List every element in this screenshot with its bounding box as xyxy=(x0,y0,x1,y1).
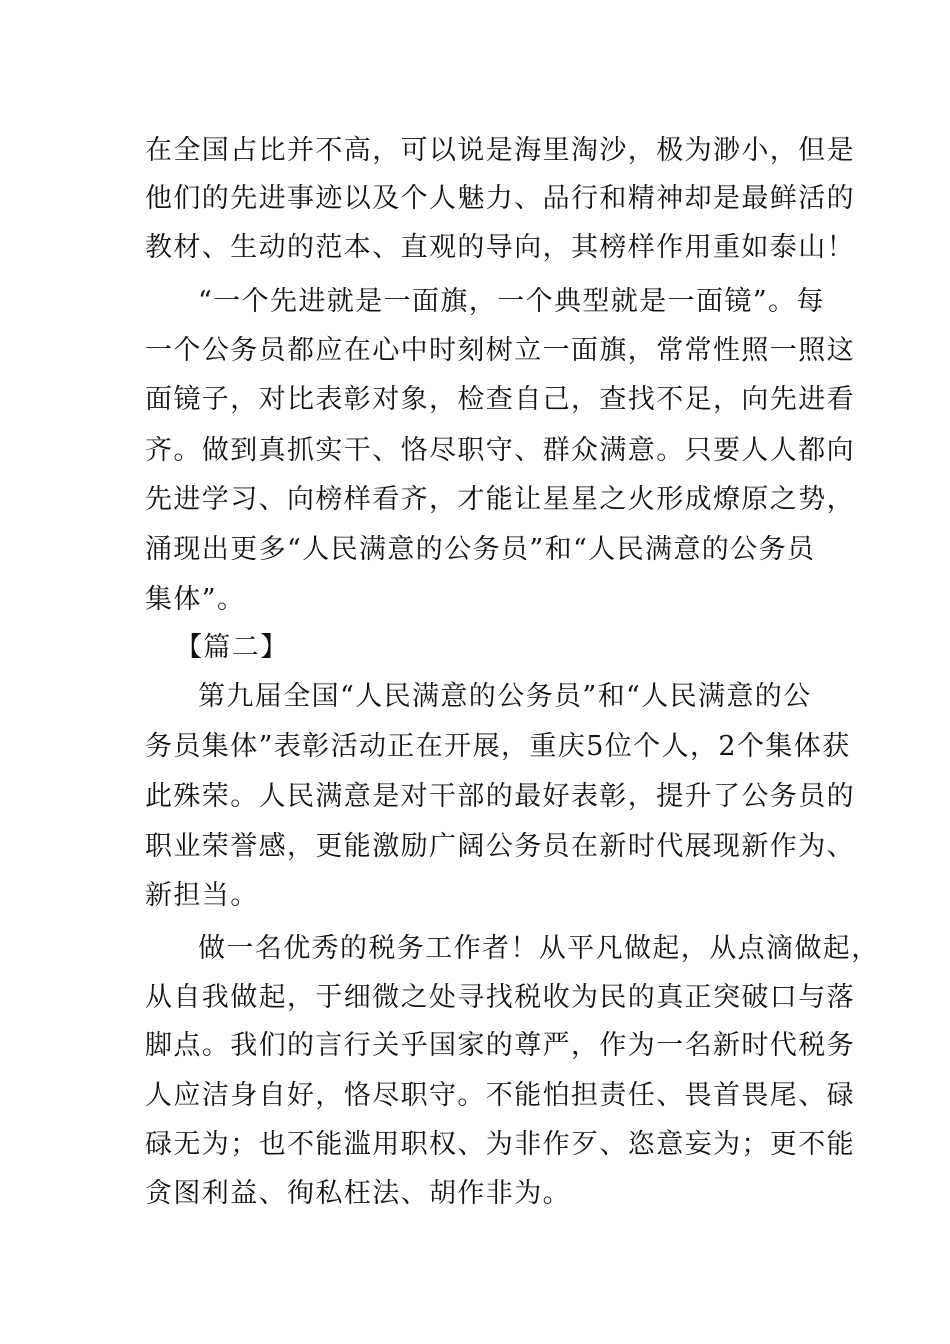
text-line: 集体”。 xyxy=(145,584,246,615)
text-line: 教材、生动的范本、直观的导向，其榜样作用重如泰山！ xyxy=(145,232,855,263)
text-line: 在全国占比并不高，可以说是海里淘沙，极为渺小，但是 xyxy=(145,135,855,166)
text-line: 贪图利益、徇私枉法、胡作非为。 xyxy=(145,1178,571,1209)
text-line: 齐。做到真抓实干、恪尽职守、群众满意。只要人人都向 xyxy=(145,435,855,466)
text-line: 碌无为；也不能滥用职权、为非作歹、恣意妄为；更不能 xyxy=(145,1129,855,1160)
text-line: 人应洁身自好，恪尽职守。不能怕担责任、畏首畏尾、碌 xyxy=(145,1080,855,1111)
text-line: 新担当。 xyxy=(145,880,259,911)
text-line: 此殊荣。人民满意是对干部的最好表彰，提升了公务员的 xyxy=(145,781,855,812)
paragraph-start-line: 做一名优秀的税务工作者！从平凡做起，从点滴做起， xyxy=(198,933,880,964)
paragraph-start-line: 第九届全国“人民满意的公务员”和“人民满意的公 xyxy=(198,681,812,712)
text-line: 涌现出更多“人民满意的公务员”和“人民满意的公务员 xyxy=(145,534,816,565)
text-line: 面镜子，对比表彰对象，检查自己，查找不足，向先进看 xyxy=(145,384,855,415)
paragraph-start-line: “一个先进就是一面旗，一个典型就是一面镜”。每 xyxy=(198,286,825,317)
section-heading: 【篇二】 xyxy=(175,632,289,663)
text-line: 职业荣誉感，更能激励广阔公务员在新时代展现新作为、 xyxy=(145,831,855,862)
text-line: 脚点。我们的言行关乎国家的尊严，作为一名新时代税务 xyxy=(145,1030,855,1061)
text-line: 务员集体”表彰活动正在开展，重庆5位个人，2个集体获 xyxy=(145,731,851,762)
text-line: 一个公务员都应在心中时刻树立一面旗，常常性照一照这 xyxy=(145,335,855,366)
text-line: 从自我做起，于细微之处寻找税收为民的真正突破口与落 xyxy=(145,982,855,1013)
text-line: 他们的先进事迹以及个人魅力、品行和精神却是最鲜活的 xyxy=(145,183,855,214)
text-line: 先进学习、向榜样看齐，才能让星星之火形成燎原之势， xyxy=(145,484,855,515)
